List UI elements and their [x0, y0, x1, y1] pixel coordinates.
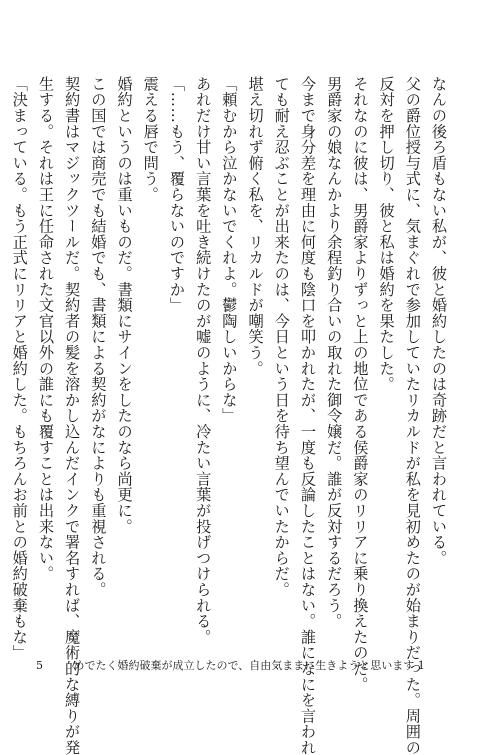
text-line: 生する。それは王に任命された文官以外の誰にも覆すことは出来ない。	[36, 76, 55, 582]
page-number: 5	[36, 659, 43, 672]
text-line: 反対を押し切り、彼と私は婚約を果たした。	[377, 76, 396, 392]
text-line: あれだけ甘い言葉を吐き続けたのが嘘のように、冷たい言葉が投げつけられる。	[194, 76, 213, 645]
text-line: ても耐え忍ぶことが出来たのは、今日という日を待ち望んでいたからだ。	[272, 76, 291, 598]
text-line: 契約書はマジックツールだ。契約者の髪を溶かし込んだインクで署名すれば、魔術的な縛りが発	[63, 76, 82, 755]
text-line: この国では商売でも結婚でも、書類による契約がなによりも重視される。	[89, 76, 108, 598]
book-title: めでたく婚約破棄が成立したので、自由気ままに生きようと思います 1	[73, 659, 425, 672]
text-line: それなのに彼は、男爵家よりずっと上の地位である侯爵家のリリアに乗り換えたのだ。	[351, 76, 370, 693]
text-line: 男爵家の娘なんかより余程釣り合いの取れた御令嬢だ。誰が反対するだろう。	[325, 76, 344, 629]
text-line: 父の爵位授与式に、気まぐれで参加していたリカルドが私を見初めたのが始まりだった。周囲の	[403, 76, 422, 755]
text-line: 今まで身分差を理由に何度も陰口を叩かれたが、一度も反論したことはない。誰になにを言われ	[298, 76, 317, 755]
text-line: 堪え切れず俯く私を、リカルドが嘲笑う。	[246, 76, 265, 377]
text-line: 「……もう、覆らないのですか」	[167, 76, 186, 313]
text-line: 震える唇で問う。	[141, 76, 160, 203]
text-line: 「決まっている。もう正式にリリアと婚約した。もちろんお前との婚約破棄もな」	[10, 76, 29, 661]
text-line: 「頼むから泣かないでくれよ。鬱陶しいからな」	[220, 76, 239, 424]
text-line: 婚約というのは重いものだ。書類にサインをしたのなら尚更に。	[115, 76, 134, 535]
page-footer	[36, 657, 425, 673]
text-line: なんの後ろ盾もない私が、彼と婚約したのは奇跡だと言われている。	[430, 76, 448, 566]
